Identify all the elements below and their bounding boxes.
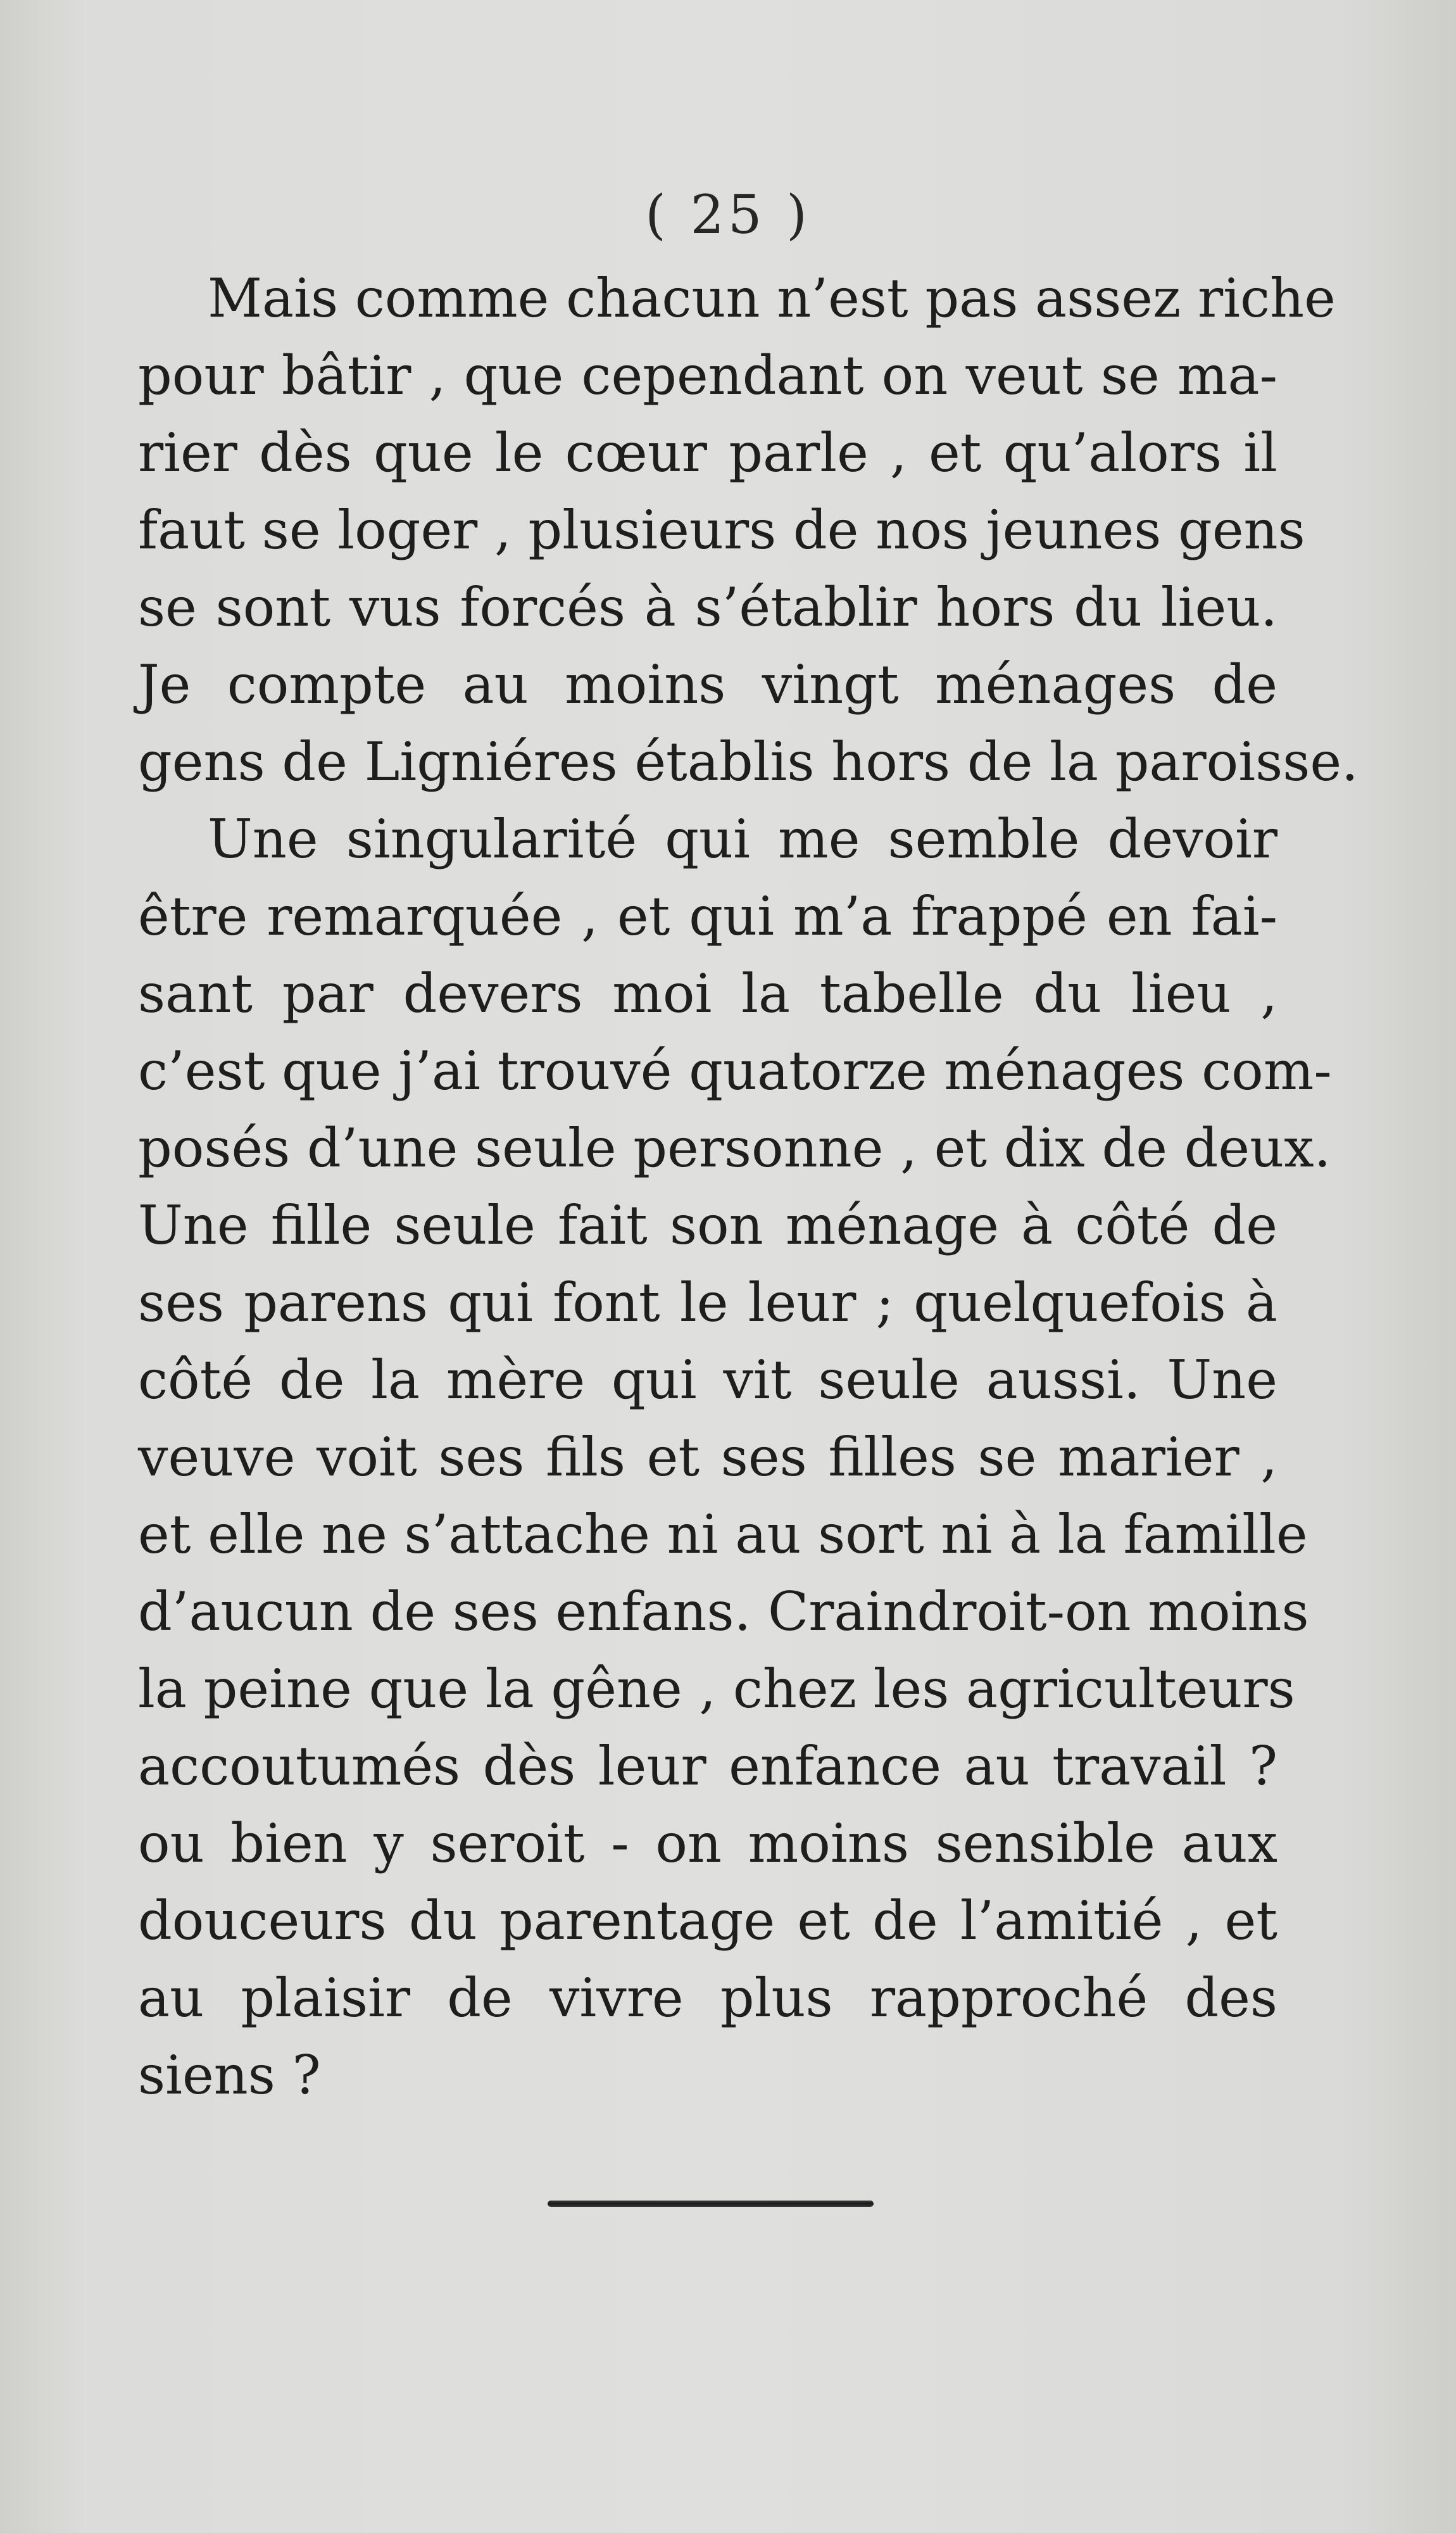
text-line: la peine que la gêne , chez les agriculteurs: [138, 1658, 1295, 1720]
text-line: accoutumés dès leur enfance au travail ?: [138, 1735, 1277, 1797]
text-line: sant par devers moi la tabelle du lieu ,: [138, 963, 1277, 1025]
text-line: posés d’une seule personne , et dix de deux.: [138, 1117, 1331, 1179]
text-line: veuve voit ses fils et ses filles se marier ,: [138, 1426, 1277, 1488]
paragraph-1: [138, 260, 1359, 800]
text-line: Je compte au moins vingt ménages de: [138, 654, 1277, 716]
text-line: c’est que j’ai trouvé quatorze ménages com-: [138, 1040, 1332, 1102]
text-line: être remarquée , et qui m’a frappé en fai-: [138, 885, 1277, 947]
text-line: faut se loger , plusieurs de nos jeunes gens: [138, 499, 1305, 561]
text-line: se sont vus forcés à s’établir hors du lieu.: [138, 576, 1277, 638]
text-line: rier dès que le cœur parle , et qu’alors il: [138, 422, 1277, 484]
text-line: Une fille seule fait son ménage à côté de: [138, 1194, 1277, 1256]
text-line: Une singularité qui me semble devoir: [208, 808, 1277, 870]
text-line: pour bâtir , que cependant on veut se ma-: [138, 344, 1277, 407]
text-line: Mais comme chacun n’est pas assez riche: [208, 267, 1336, 329]
text-line: douceurs du parentage et de l’amitié , et: [138, 1890, 1277, 1952]
page-number: ( 25 ): [645, 184, 811, 246]
section-divider-rule: [548, 2201, 874, 2207]
body-text: [138, 260, 1359, 2114]
text-line: d’aucun de ses enfans. Craindroit-on moins: [138, 1581, 1309, 1643]
text-line: siens ?: [138, 2044, 321, 2106]
text-line: au plaisir de vivre plus rapproché des: [138, 1967, 1277, 2029]
paragraph-2: [138, 800, 1332, 2114]
text-line: gens de Ligniéres établis hors de la paroisse.: [138, 731, 1359, 793]
text-line: ou bien y seroit - on moins sensible aux: [138, 1812, 1277, 1874]
text-line: côté de la mère qui vit seule aussi. Une: [138, 1349, 1277, 1411]
text-line: et elle ne s’attache ni au sort ni à la famille: [138, 1503, 1308, 1565]
text-line: ses parens qui font le leur ; quelquefois à: [138, 1272, 1277, 1334]
